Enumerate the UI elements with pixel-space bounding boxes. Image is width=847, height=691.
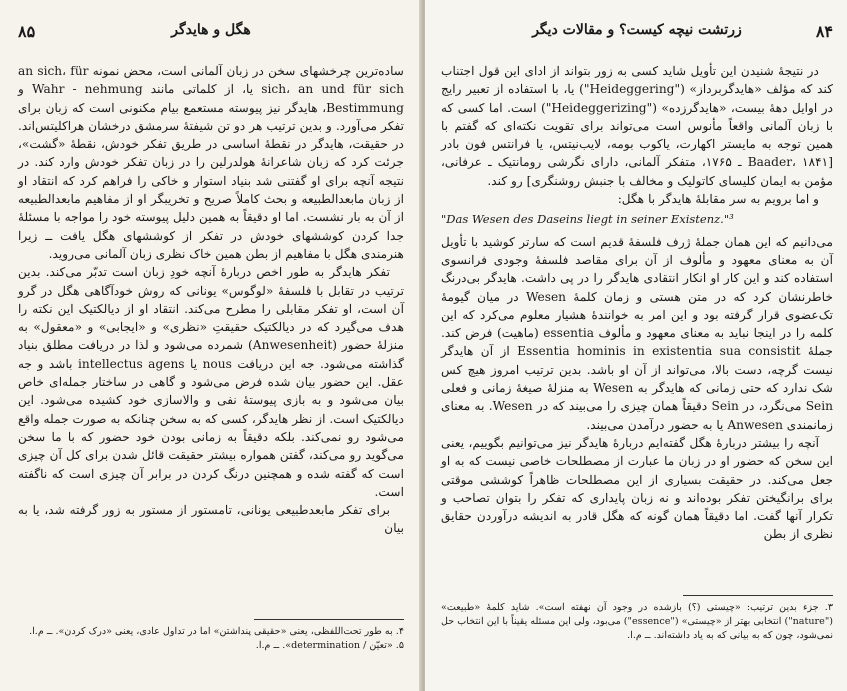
left-page-number: ۸۵	[18, 22, 36, 41]
left-running-head-title: هگل و هایدگر	[171, 22, 251, 38]
left-footnote-5: ۵. «تعیّن / determination». ــ م.ا.	[255, 640, 404, 651]
right-paragraph-1: در نتیجهٔ شنیدن این تأویل شاید کسی به زور بتواند از ادای این قول اجتناب کند که مؤلف «هایدگربرداز» ("Heideggering") یا، با استفاده از تعبیر رایج در اوایل دههٔ بیست، «هایدگرزده» ("Heideggerizing") است. اما کسی که با زبان آلمانی واقعاً مأنوس است می‌تواند برای تقویت نکته‌ای که گفتم با همین توجه به مایستر اکهارت، یاکوب بومه، لایب‌نیتس، یا فرانتس فون بادر [Baader، ۱۸۴۱ ـ ۱۷۶۵، متفکر آلمانی، دارای نگرشی رومانتیک ـ عرفانی، مؤمن به ایمان کلیسای کاتولیک و مخالف با جنبش روشنگری] رو کند.	[441, 64, 834, 188]
left-footnote-rule	[254, 619, 404, 620]
right-running-head-title: زرتشت نیچه کیست؟ و مقالات دیگر	[532, 22, 742, 38]
left-paragraph-1: ساده‌ترین چرخشهای سخن در زبان آلمانی است، محض نمونه an sich، für sich، an und für sich یا، از کلماتی مانند Wahr - nehmung و Bestimmung، هایدگر نیز پیوسته مستعمع بیام مکنونی است که زبان برای تفکر می‌آورد. و بدین ترتیب هر دو تن شیفتهٔ سرمشق درخشان هراکلیتس‌اند. در حقیقت، هایدگر در نقطهٔ اساسی در طریق تفکر خودش، نقطهٔ «گشت»، جرئت کرد که زبان شاعرانهٔ هولدرلین را در زبان تفکر خودش وارد کند. در نتیجه آنچه برای او گفتنی شد بنیاد استوار و خاکی را فراهم کرد که انتقاد او از زبان مابعدالطبیعه و بحث کاملاً صریح و تخریبگر او از مفاهیم مابعدالطبیعه از آن به بار نشست. اما او دقیقاً به همین دلیل پیوسته خود را مواجه با مسئلهٔ جدا کردن کوششهای خودش در تفکر از کوششهای هگل یافت ــ زیرا هنرمندی هگل با مفاهیم از بطن همین خاک نظری زبان آلمانی می‌روید.	[18, 64, 405, 261]
right-paragraph-2: و اما برویم به سر مقابلهٔ هایدگر با هگل:	[617, 192, 819, 207]
left-page	[0, 0, 422, 691]
right-paragraph-3: می‌دانیم که این همان جملهٔ ژرف فلسفهٔ قدیم است که سارتر کوشید با تأویل آن به معنای معهود و مألوف از آن برای مقاصد فلسفهٔ وجودی فرانسوی استفاده کند و این کار او انکار انتقادی هایدگر را در پی داشت. هایدگر بی‌درنگ خاطرنشان کرد که در متن هستی و زمان کلمهٔ Wesen در میان گیومهٔ تک‌عضوی قرار گرفته بود و این امر به خوانندهٔ هشیار معلوم می‌کرد که این کلمه را در اینجا نباید به معنای معهود و مألوف essentia (ماهیت) فرض کند. جملهٔ Essentia hominis in existentia sua consistit از آن هایدگر نیست گرچه، دست بالا، می‌تواند از آن او باشد. بدین ترتیب امروز هیچ کس شک ندارد که حتی زمانی که هایدگر به Wesen به منزلهٔ صیغهٔ زمانی و فعلی Sein می‌نگرد، در Sein دقیقاً همان چیزی را می‌بیند که در Wesen. به معنای زمانمندی Anwesen یا به حضور درآمدن می‌بیند.	[441, 234, 834, 432]
right-page-number: ۸۴	[815, 22, 833, 41]
left-footnote-4: ۴. به طور تحت‌اللفظی، یعنی «حقیقی پنداشتن» اما در تداول عادی، یعنی «درک کردن». ــ م.ا.	[29, 626, 404, 637]
left-body-text	[18, 62, 404, 538]
right-page	[425, 0, 847, 691]
german-quote: "Das Wesen des Daseins liegt in seiner Existenz."³	[441, 212, 734, 227]
left-running-head	[18, 22, 404, 44]
right-footnote-3: ۳. جزء بدین ترتیب: «چیستی (؟) بازشده در وجود آن نهفته است». شاید کلمهٔ «طبیعت» ("nature") انتخابی بهتر از «چیستی» ("essence") می‌بود، ولی این مسئله یقیناً با این انتخاب حل نمی‌شود، چون که به بیانی که به یاد داشته‌اند. ــ م.ا.	[441, 602, 833, 641]
left-footnotes	[18, 619, 404, 653]
left-paragraph-3: برای تفکر مابعدطبیعی یونانی، تامستور از مستور به زور گرفته شد، یا به بیان	[18, 503, 404, 536]
left-paragraph-2: تفکر هایدگر به طور اخص دربارهٔ آنچه خودِ زبان است تدبّر می‌کند. بدین ترتیب در تقابل با فلسفهٔ «لوگوس» یونانی که روش خودآگاهی هگل در گرو آن است، او تفکر مقابلی را مطرح می‌کند. انتقاد او از دیالکتیک این نکته را هدف می‌گیرد که در دیالکتیک حقیقتِ «نظری» و «ایجابی» و «معقول» به منزلهٔ حضور (Anwesenheit) شمرده می‌شود و لذا در دریافت مطلق بنیاد گذاشته می‌شود. جه این دریافت nous یا intellectus agens باشد و جه عقل. این حضور بیان شده فرض می‌شود و گاهی در ساختار جمله‌ای خاص بیان می‌شود و به بازی پیوستهٔ نفی و والاسازی خود کشیده می‌شود. این دیالکتیک است. از نظر هایدگر، کسی که به سخن چنانکه به صورت جمله واقع می‌شود رو نمی‌کند. بلکه دقیقاً به زمانی بودن خود حضور که با ما سخن می‌گوید رو می‌کند، گفتن همواره بیشتر حقیقت قائل شدن برای کل آن چیزی است که گفته شده و همچنین درنگ کردن در برابر آن چیزی است که ناگفته است.	[18, 265, 405, 499]
right-paragraph-4: آنچه را بیشتر دربارهٔ هگل گفته‌ایم دربارهٔ هایدگر نیز می‌توانیم بگوییم، یعنی این سخن که حضور او در زبان ما عبارت از مصطلحات خاصی نیست که به او جعل می‌کند. در حقیقت بسیاری از این مصطلحات ظاهراً کوششی موقتی برای برانگیختن تفکر بوده‌اند و نه زبان پایداری که تفکر را بتوان تصاحب و تکرار آنها گفت. اما دقیقاً همان گونه که هگل قادر به اندیشه درآوردن حقایق نظری از بطن	[441, 435, 833, 542]
right-running-head	[441, 22, 833, 44]
right-body-text	[441, 62, 833, 544]
right-footnote-rule	[683, 595, 833, 596]
right-footnotes	[441, 595, 833, 643]
